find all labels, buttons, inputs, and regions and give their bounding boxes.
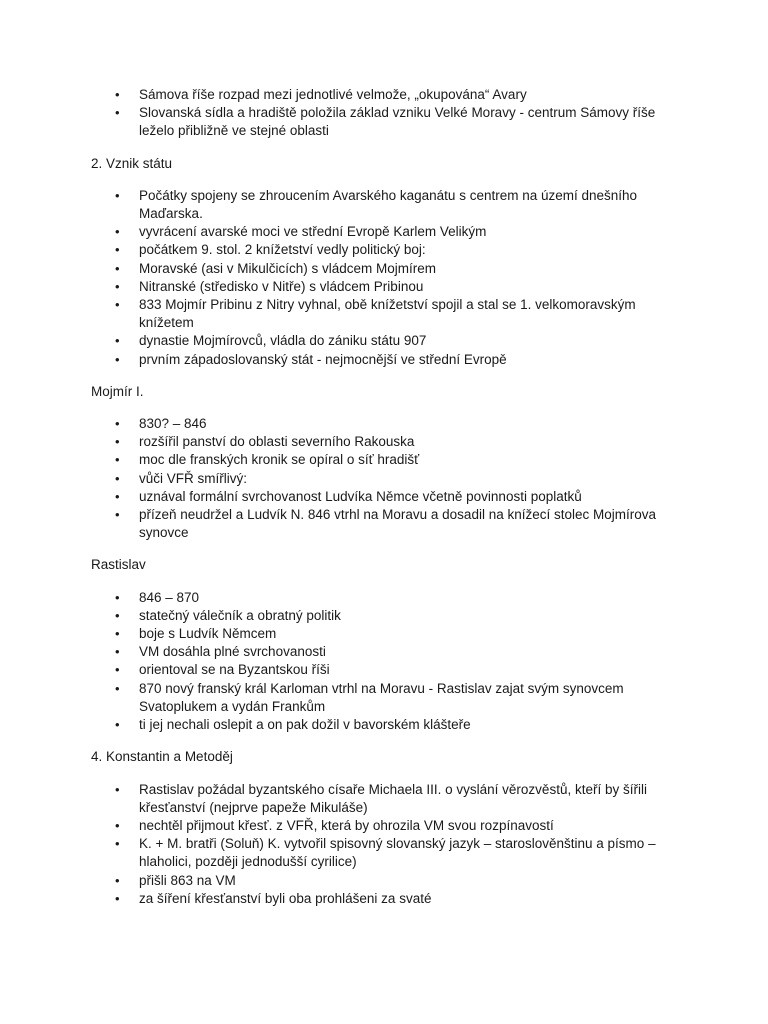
list-item: • 830? – 846 xyxy=(91,415,691,433)
list-item: • 833 Mojmír Pribinu z Nitry vyhnal, obě knížetství spojil a stal se 1. velkomoravským knížetem xyxy=(91,296,691,332)
list-item: • moc dle franských kronik se opíral o síť hradišť xyxy=(91,451,691,469)
section-heading: 2. Vznik státu xyxy=(91,155,173,171)
list-item: • K. + M. bratři (Soluň) K. vytvořil spisovný slovanský jazyk – staroslověnštinu a písmo – hlaholici, později jednodušší cyrilice) xyxy=(91,835,691,871)
section-list-konstantin-metodej xyxy=(91,781,691,908)
section-heading: Mojmír I. xyxy=(91,383,144,399)
list-item: • dynastie Mojmírovců, vládla do zániku státu 907 xyxy=(91,332,691,350)
list-item: • orientoval se na Byzantskou říši xyxy=(91,661,691,679)
list-item: • VM dosáhla plné svrchovanosti xyxy=(91,643,691,661)
list-item: • Sámova říše rozpad mezi jednotlivé velmože, „okupována“ Avary xyxy=(91,86,691,104)
document-content xyxy=(91,86,691,908)
list-item: • boje s Ludvík Němcem xyxy=(91,625,691,643)
list-item: • uznával formální svrchovanost Ludvíka Němce včetně povinnosti poplatků xyxy=(91,488,691,506)
section-list-mojmir xyxy=(91,415,691,542)
list-item: • přízeň neudržel a Ludvík N. 846 vtrhl na Moravu a dosadil na knížecí stolec Mojmírova synovce xyxy=(91,506,691,542)
list-item: • 846 – 870 xyxy=(91,589,691,607)
list-item: • Počátky spojeny se zhroucením Avarského kaganátu s centrem na území dnešního Maďarska. xyxy=(91,187,691,223)
list-item: • Nitranské (středisko v Nitře) s vládcem Pribinou xyxy=(91,278,691,296)
section-list-vznik-statu xyxy=(91,187,691,369)
list-item: • počátkem 9. stol. 2 knížetství vedly politický boj: xyxy=(91,241,691,259)
section-heading: Rastislav xyxy=(91,557,146,573)
list-item: • Rastislav požádal byzantského císaře Michaela III. o vyslání věrozvěstů, kteří by šířili křesťanství (nejprve papeže Mikuláše) xyxy=(91,781,691,817)
intro-list xyxy=(91,86,691,141)
list-item: • nechtěl přijmout křesť. z VFŘ, která by ohrozila VM svou rozpínavostí xyxy=(91,817,691,835)
list-item: • statečný válečník a obratný politik xyxy=(91,607,691,625)
list-item: • vůči VFŘ smířlivý: xyxy=(91,470,691,488)
list-item: • Slovanská sídla a hradiště položila základ vzniku Velké Moravy - centrum Sámovy říše leželo přibližně ve stejné oblasti xyxy=(91,104,691,140)
list-item: • přišli 863 na VM xyxy=(91,872,691,890)
list-item: • prvním západoslovanský stát - nejmocnější ve střední Evropě xyxy=(91,351,691,369)
list-item: • rozšířil panství do oblasti severního Rakouska xyxy=(91,433,691,451)
section-heading: 4. Konstantin a Metoděj xyxy=(91,749,233,765)
list-item: • Moravské (asi v Mikulčicích) s vládcem Mojmírem xyxy=(91,260,691,278)
list-item: • vyvrácení avarské moci ve střední Evropě Karlem Velikým xyxy=(91,223,691,241)
section-list-rastislav xyxy=(91,589,691,735)
list-item: • za šíření křesťanství byli oba prohlášeni za svaté xyxy=(91,890,691,908)
list-item: • 870 nový franský král Karloman vtrhl na Moravu - Rastislav zajat svým synovcem Svatoplukem a vydán Frankům xyxy=(91,680,691,716)
list-item: • ti jej nechali oslepit a on pak dožil v bavorském klášteře xyxy=(91,716,691,734)
